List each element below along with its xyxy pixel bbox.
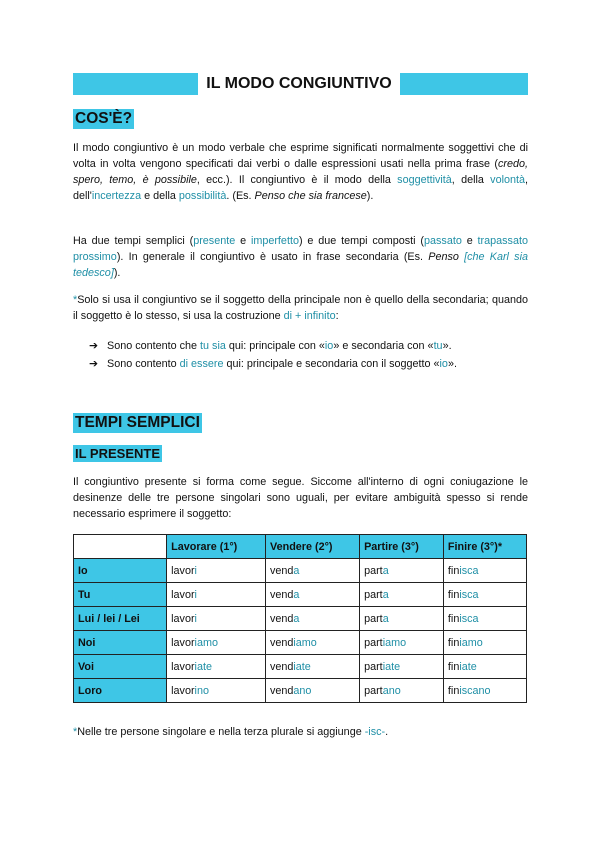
table-cell [265, 583, 359, 607]
list-item [89, 337, 529, 355]
text-run: » e secondaria con « [333, 340, 434, 352]
text-run: ». [442, 340, 452, 352]
verb-ending: iamo [293, 636, 317, 649]
verb-stem: lavor [171, 684, 195, 697]
verb-stem: vend [269, 588, 294, 601]
table-cell [443, 559, 526, 583]
verb-ending: iate [459, 660, 477, 673]
text-run: Sono contento che [107, 340, 201, 352]
verb-ending: a [382, 588, 389, 601]
person-cell: Voi [74, 655, 167, 679]
section-heading-cose: COS'È? [75, 110, 133, 127]
paragraph-definition [73, 140, 528, 204]
table-cell [167, 631, 266, 655]
text-run: Ha due tempi semplici ( [73, 235, 194, 247]
text-run: ). In generale il congiuntivo è usato in frase secondaria (Es. [116, 251, 429, 263]
verb-stem: part [364, 588, 383, 601]
verb-stem: lavor [171, 612, 195, 625]
arrow-icon: ➔ [89, 340, 99, 352]
paragraph-presente: Il congiuntivo presente si forma come segue. Siccome all'interno di ogni coniugazione le desinenze delle tre persone singolari sono uguali, per evitare ambiguità spesso si rende necessario esprimere il soggetto: [73, 476, 528, 520]
person-cell: Lui / lei / Lei [74, 607, 167, 631]
keyword-soggettivita: soggettività [397, 174, 452, 186]
text-run: e [235, 235, 251, 247]
verb-stem: part [364, 684, 383, 697]
verb-stem: vend [269, 636, 294, 649]
keyword: di essere [179, 358, 224, 370]
table-row [74, 679, 527, 703]
verb-ending: iate [293, 660, 311, 673]
verb-ending: i [194, 564, 197, 577]
keyword-passato: passato [424, 235, 462, 247]
verb-stem: fin [447, 612, 460, 625]
conjugation-table [73, 534, 527, 703]
verb-stem: fin [447, 636, 460, 649]
verb-ending: iamo [459, 636, 483, 649]
keyword-trapassato: trapassato prossimo [73, 235, 528, 263]
verb-ending: iate [382, 660, 401, 673]
verb-stem: lavor [171, 588, 195, 601]
example-verbs: credo, spero, temo, è possibile [73, 158, 528, 186]
person-cell: Loro [74, 679, 167, 703]
table-cell [443, 655, 526, 679]
verb-ending: ano [293, 684, 312, 697]
keyword-di-infinito: di + infinito [283, 310, 336, 322]
paragraph-rule [73, 292, 528, 324]
text-run: ). [366, 190, 374, 202]
table-row [74, 559, 527, 583]
verb-ending: a [382, 612, 389, 625]
verb-stem: fin [447, 660, 460, 673]
text-run: . [385, 726, 389, 738]
text-run: e [461, 235, 478, 247]
text-run: , ecc.). Il congiuntivo è il modo della [196, 174, 398, 186]
table-cell [443, 607, 526, 631]
verb-ending: isca [459, 564, 479, 577]
verb-ending: isca [459, 612, 479, 625]
verb-stem: part [364, 660, 383, 673]
table-cell [265, 607, 359, 631]
text-run: qui: principale con « [225, 340, 325, 352]
table-header-cell [74, 535, 167, 559]
table-header-cell: Partire (3°) [360, 535, 444, 559]
verb-ending: a [382, 564, 389, 577]
verb-ending: a [293, 588, 300, 601]
verb-stem: vend [269, 660, 294, 673]
text-run: ). [113, 267, 121, 279]
text-run: . (Es. [226, 190, 255, 202]
keyword: tu sia [200, 340, 226, 352]
table-header-cell: Vendere (2°) [265, 535, 359, 559]
keyword: io [439, 358, 448, 370]
text-run: Sono contento [107, 358, 180, 370]
table-cell [360, 655, 444, 679]
asterisk: * [73, 294, 78, 306]
table-cell [265, 679, 359, 703]
verb-ending: iate [194, 660, 212, 673]
text-run: ) e due tempi composti ( [298, 235, 425, 247]
footnote [73, 724, 388, 740]
table-header-cell: Finire (3°)* [443, 535, 526, 559]
table-cell [443, 631, 526, 655]
keyword-imperfetto: imperfetto [250, 235, 299, 247]
paragraph-tenses [73, 233, 528, 281]
table-cell [443, 679, 526, 703]
text-run: qui: principale e secondaria con il soggetto « [223, 358, 440, 370]
person-cell: Tu [74, 583, 167, 607]
keyword-presente: presente [193, 235, 236, 247]
table-cell [265, 655, 359, 679]
verb-stem: lavor [171, 660, 195, 673]
person-cell: Io [74, 559, 167, 583]
table-cell [360, 631, 444, 655]
text-run: e della [141, 190, 179, 202]
verb-ending: i [194, 612, 197, 625]
text-run: , della [451, 174, 491, 186]
title-accent-bar-right [400, 73, 528, 95]
table-cell [167, 583, 266, 607]
verb-ending: iamo [194, 636, 218, 649]
verb-ending: ano [382, 684, 401, 697]
table-cell [167, 607, 266, 631]
table-cell [360, 583, 444, 607]
table-cell [167, 655, 266, 679]
table-row [74, 631, 527, 655]
verb-ending: isca [459, 588, 479, 601]
title-banner [73, 73, 528, 95]
verb-ending: iscano [459, 684, 491, 697]
keyword: tu [433, 340, 443, 352]
table-cell [265, 631, 359, 655]
verb-stem: vend [269, 612, 294, 625]
example-bullet-list [89, 337, 529, 373]
verb-stem: fin [447, 564, 460, 577]
page-title: IL MODO CONGIUNTIVO [198, 73, 400, 95]
table-header-cell: Lavorare (1°) [167, 535, 266, 559]
text-run: , dell' [73, 174, 528, 202]
verb-ending: a [293, 612, 300, 625]
keyword-volonta: volontà [490, 174, 525, 186]
person-cell: Noi [74, 631, 167, 655]
verb-stem: part [364, 564, 383, 577]
list-item [89, 355, 529, 373]
verb-stem: part [364, 612, 383, 625]
table-cell [443, 583, 526, 607]
table-cell [360, 607, 444, 631]
verb-stem: lavor [171, 636, 195, 649]
table-cell [360, 679, 444, 703]
verb-ending: iamo [382, 636, 407, 649]
text-run: ». [447, 358, 457, 370]
table-row [74, 583, 527, 607]
example-main-clause: Penso [428, 251, 465, 263]
table-row [74, 655, 527, 679]
table-cell [360, 559, 444, 583]
keyword-incertezza: incertezza [91, 190, 142, 202]
keyword: io [324, 340, 334, 352]
table-cell [265, 559, 359, 583]
verb-stem: fin [447, 588, 460, 601]
verb-ending: a [293, 564, 300, 577]
asterisk: * [73, 726, 78, 738]
verb-ending: i [194, 588, 197, 601]
title-accent-bar-left [73, 73, 198, 95]
example-sentence: Penso che sia francese [254, 190, 367, 202]
verb-stem: fin [447, 684, 460, 697]
verb-stem: lavor [171, 564, 195, 577]
keyword-possibilita: possibilità [178, 190, 227, 202]
table-cell [167, 559, 266, 583]
subheading-presente: IL PRESENTE [75, 446, 161, 461]
verb-stem: vend [269, 684, 294, 697]
verb-ending: ino [194, 684, 209, 697]
text-run: Nelle tre persone singolare e nella terza plurale si aggiunge [77, 726, 365, 738]
verb-stem: vend [269, 564, 294, 577]
example-subordinate-clause: [che Karl sia tedesco] [73, 251, 528, 279]
text-run: Il modo congiuntivo è un modo verbale che esprime significati normalmente soggettivi che di volta in volta vengono specificati dai verbi o dalle espressioni usati nella prima frase ( [73, 142, 528, 170]
table-cell [167, 679, 266, 703]
table-row [74, 607, 527, 631]
arrow-icon: ➔ [89, 358, 99, 370]
section-heading-tempi-semplici: TEMPI SEMPLICI [75, 414, 200, 431]
table-header-row [74, 535, 527, 559]
text-run: Solo si usa il congiuntivo se il soggetto della principale non è quello della secondaria; quando il soggetto è lo stesso, si usa la costruzione [73, 294, 528, 322]
text-run: : [335, 310, 339, 322]
keyword-isc: -isc- [364, 726, 386, 738]
verb-stem: part [364, 636, 383, 649]
